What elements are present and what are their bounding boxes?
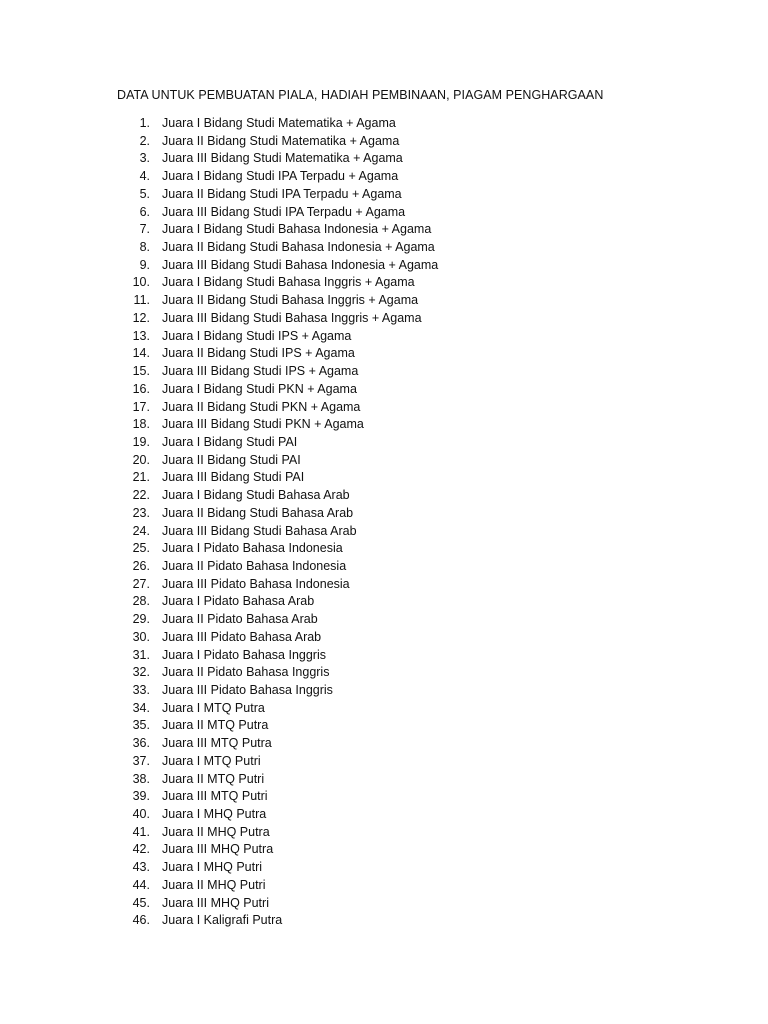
list-item-text: Juara III Pidato Bahasa Indonesia (162, 576, 350, 591)
list-item-number: 39. (132, 789, 150, 804)
list-item-text: Juara III Bidang Studi IPA Terpadu + Agama (162, 204, 406, 219)
list-item-number: 18. (132, 417, 150, 432)
list-item-text: Juara II Bidang Studi PAI (162, 452, 301, 467)
list-item-number: 36. (132, 736, 150, 751)
list-item-number: 7. (139, 222, 150, 237)
list-item-text: Juara I Bidang Studi IPS + Agama (162, 328, 352, 343)
list-item-number: 37. (132, 753, 150, 768)
list-item-text: Juara III MTQ Putra (162, 736, 272, 751)
list-item-text: Juara I Pidato Bahasa Indonesia (162, 541, 343, 556)
list-item-text: Juara II Pidato Bahasa Inggris (162, 665, 330, 680)
list-item-text: Juara III Bidang Studi Bahasa Arab (162, 523, 357, 538)
list-item-text: Juara III Bidang Studi PKN + Agama (162, 417, 364, 432)
list-item-number: 11. (133, 293, 150, 308)
document-title: DATA UNTUK PEMBUATAN PIALA, HADIAH PEMBINAAN, PIAGAM PENGHARGAAN (117, 88, 604, 102)
list-item-number: 9. (139, 257, 150, 272)
list-item-text: Juara III Bidang Studi Matematika + Agama (162, 151, 403, 166)
list-item-number: 24. (132, 523, 150, 538)
list-item-number: 2. (139, 133, 150, 148)
list-item-number: 23. (132, 505, 150, 520)
list-item-text: Juara I Bidang Studi Bahasa Indonesia + Agama (162, 222, 432, 237)
list-item-number: 26. (132, 558, 150, 573)
list-item-text: Juara III MHQ Putri (162, 895, 269, 910)
list-item-text: Juara I Pidato Bahasa Arab (162, 594, 315, 609)
list-item-number: 19. (132, 434, 150, 449)
list-item-number: 40. (132, 807, 150, 822)
list-item-text: Juara II Pidato Bahasa Indonesia (162, 558, 347, 573)
list-item-number: 14. (132, 346, 150, 361)
list-item-text: Juara II Pidato Bahasa Arab (162, 612, 318, 627)
list-item-text: Juara II Bidang Studi Bahasa Inggris + Agama (162, 293, 419, 308)
list-item-number: 5. (139, 186, 150, 201)
list-item-number: 13. (132, 328, 150, 343)
list-item-text: Juara I MHQ Putri (162, 860, 263, 875)
list-item-number: 31. (132, 647, 150, 662)
list-item-text: Juara I MTQ Putra (162, 700, 265, 715)
list-item-text: Juara II MTQ Putri (162, 771, 265, 786)
list-item-text: Juara I Bidang Studi Matematika + Agama (162, 116, 396, 130)
list-item-text: Juara I Kaligrafi Putra (162, 913, 283, 928)
list-item-number: 12. (132, 310, 150, 325)
list-item-text: Juara I Bidang Studi PKN + Agama (162, 381, 357, 396)
list-item-number: 4. (139, 169, 150, 184)
list-item-text: Juara III Pidato Bahasa Arab (162, 629, 322, 644)
list-item-text: Juara II MHQ Putra (162, 824, 270, 839)
list-item-number: 20. (132, 452, 150, 467)
list-item-text: Juara I Bidang Studi Bahasa Arab (162, 488, 350, 503)
list-item-number: 25. (132, 541, 150, 556)
list-item-text: Juara III Bidang Studi Bahasa Inggris + Agama (162, 310, 422, 325)
list-item-text: Juara I Bidang Studi Bahasa Inggris + Agama (162, 275, 415, 290)
list-item-text: Juara II Bidang Studi Matematika + Agama (162, 133, 400, 148)
list-item-number: 29. (132, 612, 150, 627)
list-item-text: Juara III MTQ Putri (162, 789, 268, 804)
list-item-text: Juara II MHQ Putri (162, 877, 266, 892)
list-item-text: Juara II MTQ Putra (162, 718, 269, 733)
list-item-text: Juara III Bidang Studi PAI (162, 470, 305, 485)
list-item-text: Juara III Bidang Studi Bahasa Indonesia + Agama (162, 257, 439, 272)
list-item-number: 10. (132, 275, 150, 290)
list-item-number: 45. (132, 895, 150, 910)
list-item-text: Juara I Pidato Bahasa Inggris (162, 647, 326, 662)
list-item-number: 3. (139, 151, 150, 166)
list-item-number: 33. (132, 683, 150, 697)
list-item-text: Juara II Bidang Studi PKN + Agama (162, 399, 361, 414)
list-item-text: Juara I Bidang Studi IPA Terpadu + Agama (162, 169, 399, 184)
list-item-text: Juara II Bidang Studi IPA Terpadu + Agama (162, 186, 402, 201)
list-item-text: Juara I MHQ Putra (162, 807, 267, 822)
list-item-number: 17. (132, 399, 150, 414)
list-item-number: 35. (132, 718, 150, 733)
list-item-number: 16. (132, 381, 150, 396)
list-item-number: 46. (132, 913, 150, 928)
list-item-number: 32. (132, 665, 150, 680)
list-item-number: 43. (132, 860, 150, 875)
list-item-text: Juara II Bidang Studi Bahasa Indonesia + Agama (162, 240, 435, 255)
list-item-number: 15. (132, 364, 150, 379)
list-item-number: 30. (132, 629, 150, 644)
list-item-text: Juara II Bidang Studi Bahasa Arab (162, 505, 354, 520)
list-item-text: Juara II Bidang Studi IPS + Agama (162, 346, 355, 361)
list-item-number: 44. (132, 877, 150, 892)
list-item-number: 42. (132, 842, 150, 857)
list-item-number: 41. (132, 824, 150, 839)
list-item-text: Juara III MHQ Putra (162, 842, 274, 857)
list-item-number: 1. (139, 116, 150, 130)
list-item-number: 22. (132, 488, 150, 503)
list-item-text: Juara I Bidang Studi PAI (162, 434, 298, 449)
list-item-number: 27. (132, 576, 150, 591)
list-item-number: 28. (132, 594, 150, 609)
list-item-number: 6. (139, 204, 150, 219)
list-item-text: Juara III Bidang Studi IPS + Agama (162, 364, 359, 379)
list-item-text: Juara III Pidato Bahasa Inggris (162, 683, 333, 697)
list-item-number: 21. (132, 470, 150, 485)
list-item-number: 34. (132, 700, 150, 715)
list-item-number: 8. (139, 240, 150, 255)
list-item-text: Juara I MTQ Putri (162, 753, 261, 768)
list-item-number: 38. (132, 771, 150, 786)
